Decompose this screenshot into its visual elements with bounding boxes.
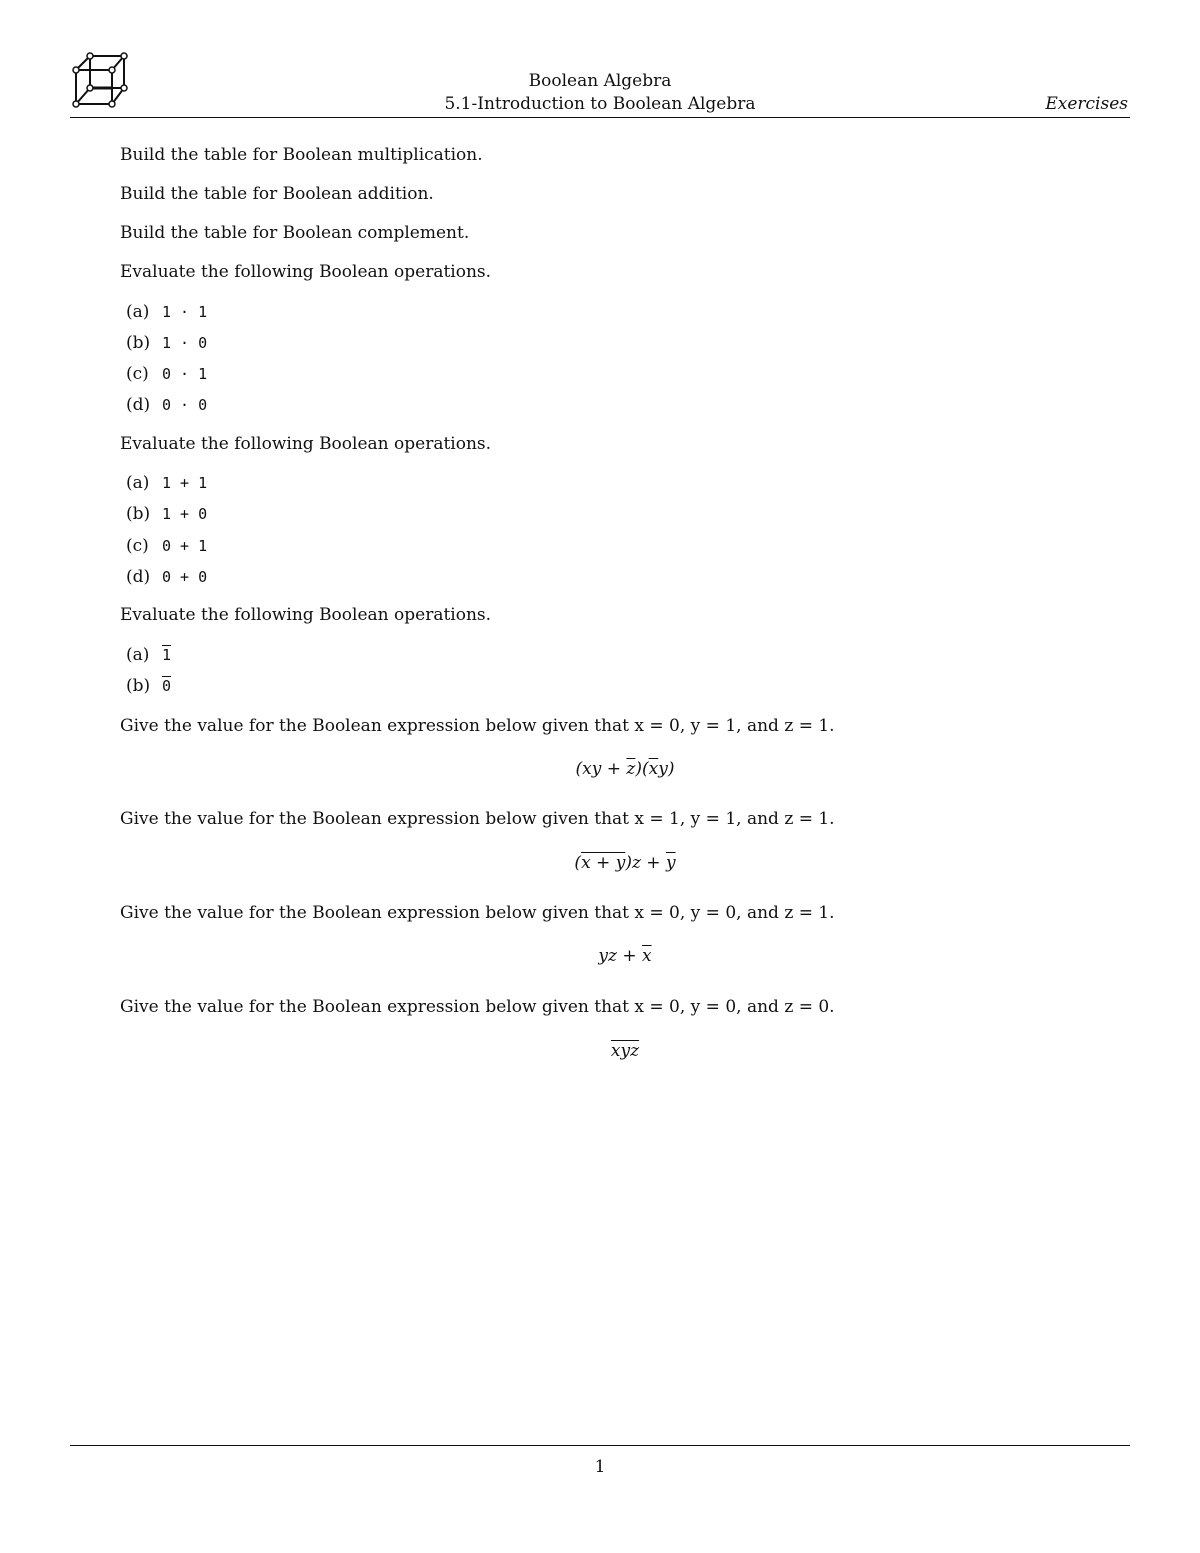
- subpart-label: (c): [126, 536, 149, 556]
- subpart-label: (b): [126, 333, 151, 353]
- subpart-expression: 0 · 0: [162, 396, 208, 414]
- subpart-label: (b): [126, 504, 151, 524]
- exercise-text: Evaluate the following Boolean operations.: [120, 605, 492, 625]
- page-number: 1: [594, 1457, 606, 1477]
- subpart-expression: 1 + 0: [162, 505, 208, 523]
- subpart-label: (a): [126, 473, 150, 493]
- header-title: Boolean Algebra: [528, 71, 672, 91]
- math-expression: $(x + y)z + \overline{y}$: [574, 853, 676, 873]
- header-rule: [70, 117, 1130, 118]
- footer-rule: [70, 1445, 1130, 1446]
- header-subtitle: 5.1-Introduction to Boolean Algebra: [444, 94, 756, 114]
- exercise-text: Give the value for the Boolean expression below given that x = 0, y = 0, and z = 1.: [120, 903, 835, 923]
- exercise-text: Build the table for Boolean complement.: [120, 223, 470, 243]
- subpart-label: (c): [126, 364, 149, 384]
- subpart-expression: 1: [162, 646, 172, 664]
- header-section-label: Exercises: [1045, 94, 1128, 114]
- exercise-text: Evaluate the following Boolean operations.: [120, 434, 492, 454]
- subpart-label: (a): [126, 645, 150, 665]
- math-expression: yz + $\overline{x}$: [598, 946, 652, 966]
- subpart-expression: 1 · 1: [162, 303, 208, 321]
- exercise-text: Give the value for the Boolean expression below given that x = 0, y = 1, and z = 1.: [120, 716, 835, 736]
- exercise-text: Build the table for Boolean addition.: [120, 184, 434, 204]
- exercise-text: Give the value for the Boolean expression below given that x = 1, y = 1, and z = 1.: [120, 809, 835, 829]
- subpart-label: (a): [126, 302, 150, 322]
- subpart-expression: 0 · 1: [162, 365, 208, 383]
- subpart-expression: 0 + 0: [162, 568, 208, 586]
- subpart-label: (b): [126, 676, 151, 696]
- subpart-label: (d): [126, 567, 151, 587]
- exercise-text: Build the table for Boolean multiplication.: [120, 145, 483, 165]
- subpart-expression: 0: [162, 677, 172, 695]
- exercise-text: Give the value for the Boolean expression below given that x = 0, y = 0, and z = 0.: [120, 997, 835, 1017]
- subpart-label: (d): [126, 395, 151, 415]
- math-expression: $\overline{xyz}$: [610, 1041, 640, 1061]
- math-expression: $(xy + \overline{z})(\overline{x}y)$: [575, 759, 675, 779]
- exercise-text: Evaluate the following Boolean operations.: [120, 262, 492, 282]
- subpart-expression: 0 + 1: [162, 537, 208, 555]
- subpart-expression: 1 · 0: [162, 334, 208, 352]
- subpart-expression: 1 + 1: [162, 474, 208, 492]
